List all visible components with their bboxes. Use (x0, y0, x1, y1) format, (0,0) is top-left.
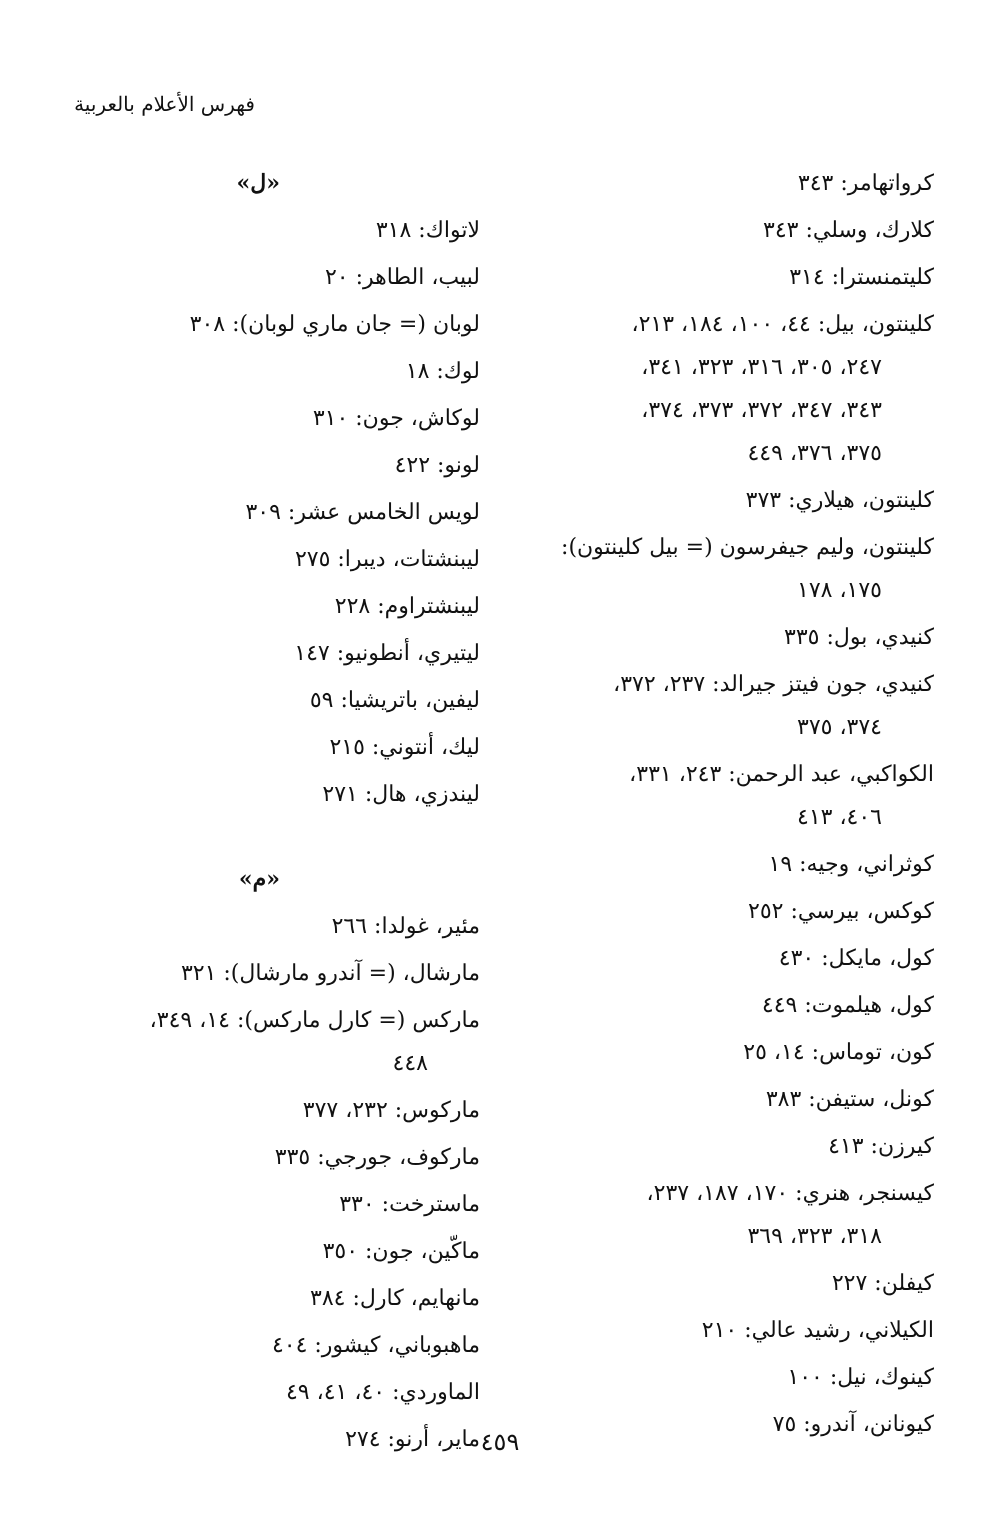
index-entry-text: كول، هيلموت: ٤٤٩ (761, 993, 934, 1018)
index-entry (80, 303, 480, 346)
index-entry-text: ليفين، باتريشيا: ٥٩ (309, 688, 480, 713)
index-entry-text: مئير، غولدا: ٢٦٦ (331, 914, 480, 939)
index-entry-text: ماركوف، جورجي: ٣٣٥ (274, 1145, 480, 1170)
index-entry (534, 1125, 934, 1168)
index-entry-continuation: ٣٧٥، ٣٧٦، ٤٤٩ (747, 441, 882, 466)
index-entry (534, 937, 934, 980)
index-entry (534, 1031, 934, 1074)
index-entry (80, 679, 480, 722)
index-column-left (80, 162, 480, 1465)
section-gap (80, 820, 480, 858)
index-entry (534, 1172, 934, 1258)
index-entry (534, 1078, 934, 1121)
index-entry (534, 526, 934, 612)
index-entry-text: ليتيري، أنطونيو: ١٤٧ (294, 641, 480, 666)
index-entry-text: كرواتهامر: ٣٤٣ (797, 171, 934, 196)
index-entry-text: ليبنشتراوم: ٢٢٨ (334, 594, 480, 619)
index-entry-continuation: ٣١٨، ٣٢٣، ٣٦٩ (747, 1224, 882, 1249)
index-entry (80, 1371, 480, 1414)
index-entry (80, 538, 480, 581)
index-entry (80, 397, 480, 440)
index-entry (80, 905, 480, 948)
index-entry-text: الكيلاني، رشيد عالي: ٢١٠ (701, 1318, 934, 1343)
index-entry-text: كنيدي، جون فيتز جيرالد: ٢٣٧، ٣٧٢، (613, 672, 934, 697)
index-entry-text: ماركوس: ٢٣٢، ٣٧٧ (302, 1098, 480, 1123)
index-entry (80, 491, 480, 534)
section-lam-entries (80, 209, 480, 816)
running-head: فهرس الأعلام بالعربية (74, 92, 255, 116)
index-entry-text: لاتواك: ٣١٨ (375, 218, 480, 243)
index-column-right (534, 162, 934, 1450)
index-entry (80, 585, 480, 628)
section-mim-entries (80, 905, 480, 1461)
index-entry-text: كلارك، وسلي: ٣٤٣ (763, 218, 934, 243)
index-entry (534, 303, 934, 475)
page-number: ٤٥٩ (480, 1428, 520, 1456)
index-entry (80, 209, 480, 252)
index-entry-text: لوكاش، جون: ٣١٠ (312, 406, 480, 431)
index-entry (534, 890, 934, 933)
index-entry-text: ماير، أرنو: ٢٧٤ (345, 1427, 480, 1452)
index-entry (80, 726, 480, 769)
index-entry-continuation: ٣٤٣، ٣٤٧، ٣٧٢، ٣٧٣، ٣٧٤، (641, 398, 882, 423)
index-entry-continuation: ١٧٥، ١٧٨ (797, 578, 882, 603)
index-entry (534, 616, 934, 659)
index-entry (80, 1136, 480, 1179)
section-letter-mim: «م» (238, 866, 280, 892)
index-entry (80, 1089, 480, 1132)
index-entry-continuation: ٣٧٤، ٣٧٥ (797, 715, 882, 740)
index-entry-continuation: ٤٠٦، ٤١٣ (797, 805, 882, 830)
index-entry (534, 256, 934, 299)
index-entry-continuation: ٤٤٨ (392, 1051, 428, 1076)
index-entry-text: الماوردي: ٤٠، ٤١، ٤٩ (285, 1380, 480, 1405)
index-entry (534, 162, 934, 205)
index-entry (80, 1324, 480, 1367)
index-entry-text: كول، مايكل: ٤٣٠ (778, 946, 934, 971)
index-entry-continuation: ٢٤٧، ٣٠٥، ٣١٦، ٣٢٣، ٣٤١، (641, 355, 882, 380)
index-entry-text: كيونانن، آندرو: ٧٥ (772, 1412, 934, 1437)
index-entry (534, 479, 934, 522)
index-entry-text: ماسترخت: ٣٣٠ (339, 1192, 480, 1217)
index-entry-text: مانهايم، كارل: ٣٨٤ (310, 1286, 480, 1311)
index-entry (80, 1230, 480, 1273)
index-entry-text: كلينتون، هيلاري: ٣٧٣ (745, 488, 934, 513)
index-entry-text: لوبان (= جان ماري لوبان): ٣٠٨ (189, 312, 480, 337)
index-entry-text: كلينتون، وليم جيفرسون (= بيل كلينتون): (561, 535, 934, 560)
index-entry-text: ماركس (= كارل ماركس): ١٤، ٣٤٩، (149, 1008, 480, 1033)
index-entry-text: ليبنشتات، ديبرا: ٢٧٥ (294, 547, 480, 572)
index-entry-text: كنيدي، بول: ٣٣٥ (784, 625, 934, 650)
index-entry-text: مارشال، (= آندرو مارشال): ٣٢١ (180, 961, 480, 986)
index-entry-text: لبيب، الطاهر: ٢٠ (324, 265, 480, 290)
index-entry-text: كوثراني، وجيه: ١٩ (768, 852, 934, 877)
index-entry-text: لوك: ١٨ (405, 359, 480, 384)
index-entry (80, 1277, 480, 1320)
index-entry (534, 209, 934, 252)
index-entry (534, 753, 934, 839)
index-entry (534, 1309, 934, 1352)
index-entry-text: الكواكبي، عبد الرحمن: ٢٤٣، ٣٣١، (629, 762, 934, 787)
section-letter-lam: «ل» (236, 170, 280, 196)
index-entry-text: كلينتون، بيل: ٤٤، ١٠٠، ١٨٤، ٢١٣، (631, 312, 934, 337)
index-entry-text: ليندزي، هال: ٢٧١ (322, 782, 480, 807)
index-entry-text: ليك، أنتوني: ٢١٥ (329, 735, 480, 760)
index-entry-text: لويس الخامس عشر: ٣٠٩ (245, 500, 480, 525)
index-entry-text: كيرزن: ٤١٣ (828, 1134, 934, 1159)
index-entry (534, 843, 934, 886)
index-entry-text: كينوك، نيل: ١٠٠ (787, 1365, 934, 1390)
index-entry (534, 984, 934, 1027)
index-entry (534, 1356, 934, 1399)
index-entry-text: لونو: ٤٢٢ (394, 453, 480, 478)
index-entry-text: كوكس، بيرسي: ٢٥٢ (748, 899, 934, 924)
index-entry-text: كليتمنسترا: ٣١٤ (789, 265, 934, 290)
index-entry (80, 773, 480, 816)
index-entry (534, 663, 934, 749)
index-entry (80, 999, 480, 1085)
index-entry (80, 444, 480, 487)
index-entry-text: كون، توماس: ١٤، ٢٥ (743, 1040, 934, 1065)
index-entry-text: ماكّين، جون: ٣٥٠ (322, 1239, 480, 1264)
index-entry (534, 1262, 934, 1305)
index-entry (80, 350, 480, 393)
index-entry (80, 1183, 480, 1226)
index-entry (80, 952, 480, 995)
index-entry-text: كيفلن: ٢٢٧ (831, 1271, 934, 1296)
index-entry (80, 256, 480, 299)
index-entry-text: كيسنجر، هنري: ١٧٠، ١٨٧، ٢٣٧، (646, 1181, 934, 1206)
index-entry-text: كونل، ستيفن: ٣٨٣ (765, 1087, 934, 1112)
index-entry (80, 632, 480, 675)
index-entry-text: ماهبوباني، كيشور: ٤٠٤ (271, 1333, 480, 1358)
